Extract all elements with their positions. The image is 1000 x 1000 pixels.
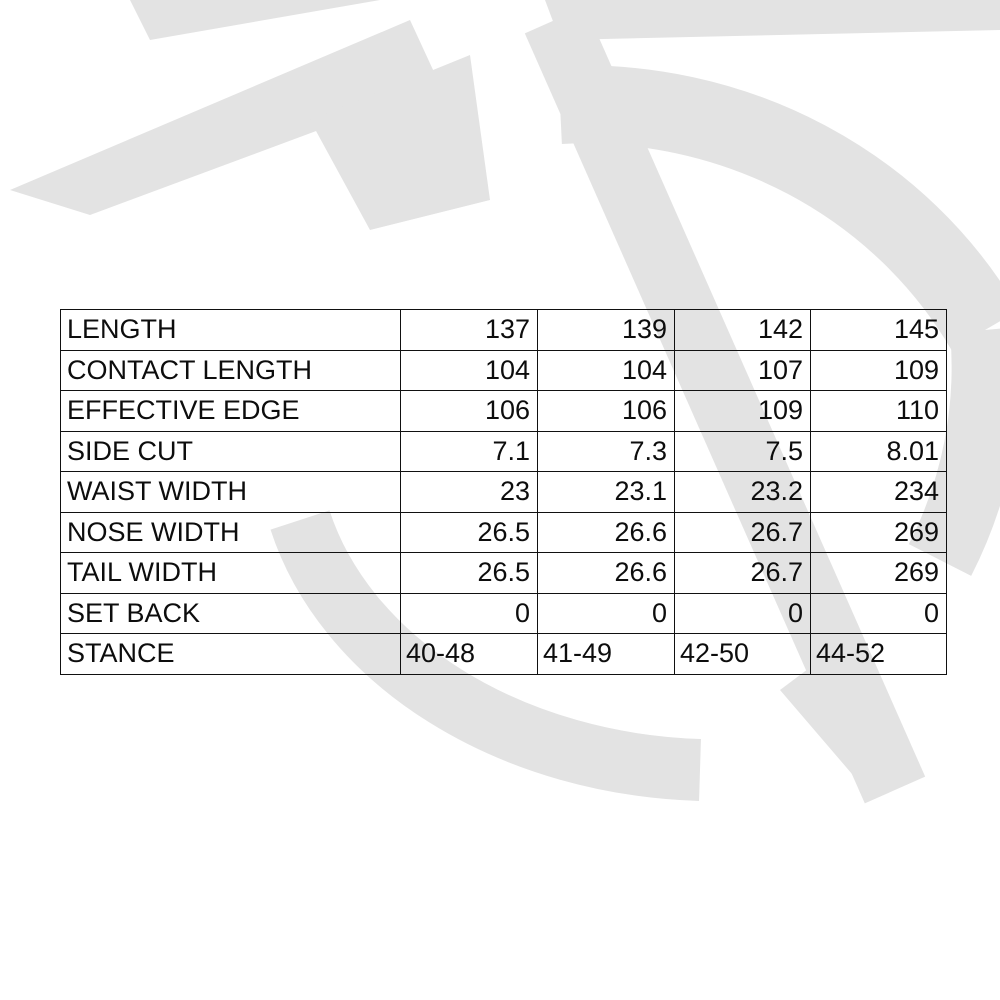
table-cell: 40-48 xyxy=(401,634,538,675)
table-cell: 26.7 xyxy=(675,512,811,553)
table-cell: 7.1 xyxy=(401,431,538,472)
table-cell: 106 xyxy=(401,391,538,432)
table-row xyxy=(61,350,947,391)
table-cell: 26.5 xyxy=(401,512,538,553)
table-cell: 8.01 xyxy=(811,431,947,472)
row-label: TAIL WIDTH xyxy=(61,553,401,594)
table-cell: 26.6 xyxy=(538,553,675,594)
table-cell: 107 xyxy=(675,350,811,391)
table-row xyxy=(61,431,947,472)
row-label: LENGTH xyxy=(61,310,401,351)
table-cell: 0 xyxy=(538,593,675,634)
table-cell: 26.7 xyxy=(675,553,811,594)
table-cell: 104 xyxy=(401,350,538,391)
table-cell: 42-50 xyxy=(675,634,811,675)
table-cell: 109 xyxy=(675,391,811,432)
table-cell: 109 xyxy=(811,350,947,391)
table-row xyxy=(61,310,947,351)
table-cell: 269 xyxy=(811,512,947,553)
row-label: CONTACT LENGTH xyxy=(61,350,401,391)
table-cell: 0 xyxy=(811,593,947,634)
table-cell: 269 xyxy=(811,553,947,594)
table-cell: 7.3 xyxy=(538,431,675,472)
table-cell: 23.2 xyxy=(675,472,811,513)
table-row xyxy=(61,553,947,594)
table-cell: 44-52 xyxy=(811,634,947,675)
row-label: STANCE xyxy=(61,634,401,675)
row-label: WAIST WIDTH xyxy=(61,472,401,513)
table-cell: 26.5 xyxy=(401,553,538,594)
table-row xyxy=(61,512,947,553)
table-cell: 23 xyxy=(401,472,538,513)
row-label: NOSE WIDTH xyxy=(61,512,401,553)
spec-table xyxy=(60,309,947,675)
table-cell: 106 xyxy=(538,391,675,432)
table-cell: 145 xyxy=(811,310,947,351)
table-cell: 26.6 xyxy=(538,512,675,553)
table-cell: 41-49 xyxy=(538,634,675,675)
table-cell: 0 xyxy=(401,593,538,634)
table-cell: 23.1 xyxy=(538,472,675,513)
table-cell: 142 xyxy=(675,310,811,351)
table-row xyxy=(61,593,947,634)
table-cell: 139 xyxy=(538,310,675,351)
table-cell: 234 xyxy=(811,472,947,513)
table-cell: 137 xyxy=(401,310,538,351)
table-cell: 104 xyxy=(538,350,675,391)
table-cell: 7.5 xyxy=(675,431,811,472)
table-row xyxy=(61,634,947,675)
table-row xyxy=(61,472,947,513)
row-label: EFFECTIVE EDGE xyxy=(61,391,401,432)
table-row xyxy=(61,391,947,432)
table-cell: 110 xyxy=(811,391,947,432)
table-cell: 0 xyxy=(675,593,811,634)
row-label: SIDE CUT xyxy=(61,431,401,472)
row-label: SET BACK xyxy=(61,593,401,634)
